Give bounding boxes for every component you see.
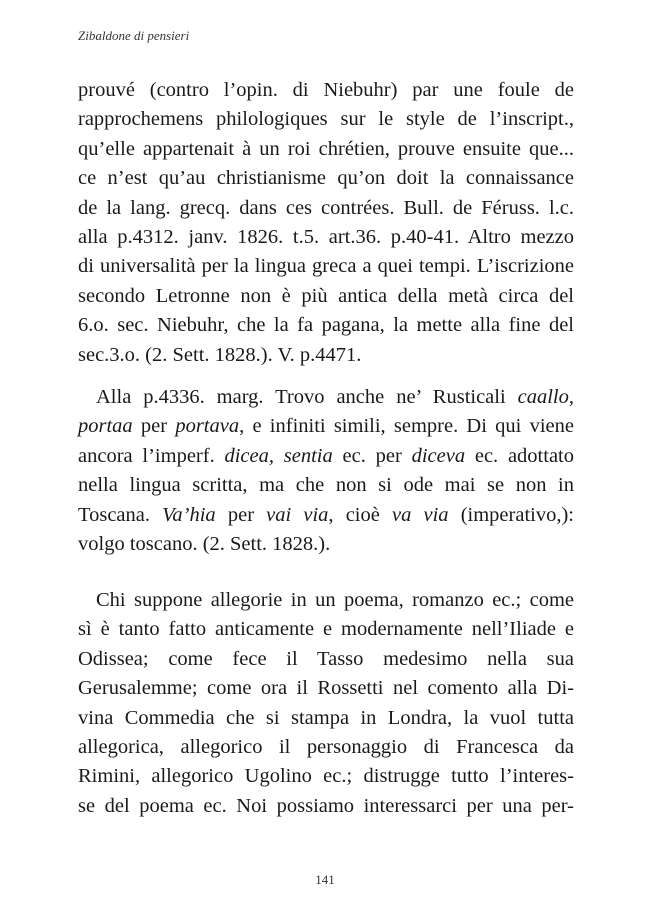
text-run: per bbox=[215, 503, 267, 526]
italic-run: va via bbox=[392, 503, 449, 526]
text-run: Alla p.4336. marg. Trovo anche ne’ Rusticali bbox=[96, 386, 518, 408]
text-line: vina Commedia che si stampa in Londra, la vuol tutta bbox=[78, 706, 574, 729]
text-line: sec.3.o. (2. Sett. 1828.). V. p.4471. bbox=[78, 343, 362, 366]
text-run: (imperativo,): bbox=[448, 503, 574, 526]
text-line: allegorica, allegorico il personaggio di Francesca da bbox=[78, 736, 574, 759]
text-line: qu’elle appartenait à un roi chrétien, prouve ensuite que... bbox=[78, 137, 574, 160]
text-line: prouvé (contro l’opin. di Niebuhr) par une foule de bbox=[78, 79, 574, 101]
text-line bbox=[78, 412, 574, 441]
text-line bbox=[78, 442, 574, 471]
text-line: Rimini, allegorico Ugolino ec.; distrugge tutto l’interes- bbox=[78, 765, 574, 788]
text-run: Toscana. bbox=[78, 503, 163, 526]
text-line: rapprochemens philologiques sur le style de l’inscript., bbox=[78, 108, 574, 131]
text-line: de la lang. grecq. dans ces contrées. Bull. de Féruss. l.c. bbox=[78, 196, 574, 219]
page-number: 141 bbox=[315, 872, 335, 887]
text-run: , cioè bbox=[328, 503, 392, 526]
italic-run: caallo, bbox=[517, 386, 574, 408]
text-run: ec. per bbox=[332, 444, 412, 467]
paragraph-1 bbox=[78, 76, 574, 370]
italic-run: Va’hia bbox=[162, 503, 216, 526]
italic-run: vai via bbox=[266, 503, 329, 526]
italic-run: portaa bbox=[78, 415, 133, 438]
text-line: volgo toscano. (2. Sett. 1828.). bbox=[78, 533, 331, 556]
text-line bbox=[78, 383, 574, 412]
text-line: secondo Letronne non è più antica della metà circa del bbox=[78, 284, 574, 307]
text-line: sì è tanto fatto anticamente e modernamente nell’Iliade e bbox=[78, 618, 574, 641]
running-head-title: Zibaldone di pensieri bbox=[78, 28, 190, 43]
text-run: ancora l’imperf. bbox=[78, 444, 225, 467]
paragraph-3 bbox=[78, 586, 574, 821]
italic-run: diceva bbox=[411, 444, 466, 467]
text-line: se del poema ec. Noi possiamo interessarci per una per- bbox=[78, 794, 574, 817]
text-line: nella lingua scritta, ma che non si ode mai se non in bbox=[78, 474, 574, 497]
text-line: alla p.4312. janv. 1826. t.5. art.36. p.40-41. Altro mezzo bbox=[78, 226, 574, 249]
text-line bbox=[78, 501, 574, 530]
text-line: 6.o. sec. Niebuhr, che la fa pagana, la mette alla fine del bbox=[78, 314, 574, 337]
text-line: di universalità per la lingua greca a quei tempi. L’iscrizione bbox=[78, 255, 574, 278]
text-line: Odissea; come fece il Tasso medesimo nella sua bbox=[78, 647, 574, 670]
text-run: , e infiniti simili, sempre. Di qui viene bbox=[239, 415, 574, 438]
paragraph-2 bbox=[78, 383, 574, 559]
text-line: ce n’est qu’au christianisme qu’on doit la connaissance bbox=[78, 167, 574, 190]
text-line: Chi suppone allegorie in un poema, romanzo ec.; come bbox=[96, 589, 574, 611]
text-line: Gerusalemme; come ora il Rossetti nel comento alla Di- bbox=[78, 677, 574, 700]
text-run: ec. adottato bbox=[465, 444, 574, 467]
text-run: per bbox=[132, 415, 176, 438]
italic-run: dicea, sentia bbox=[224, 444, 333, 467]
italic-run: portava bbox=[175, 415, 240, 438]
